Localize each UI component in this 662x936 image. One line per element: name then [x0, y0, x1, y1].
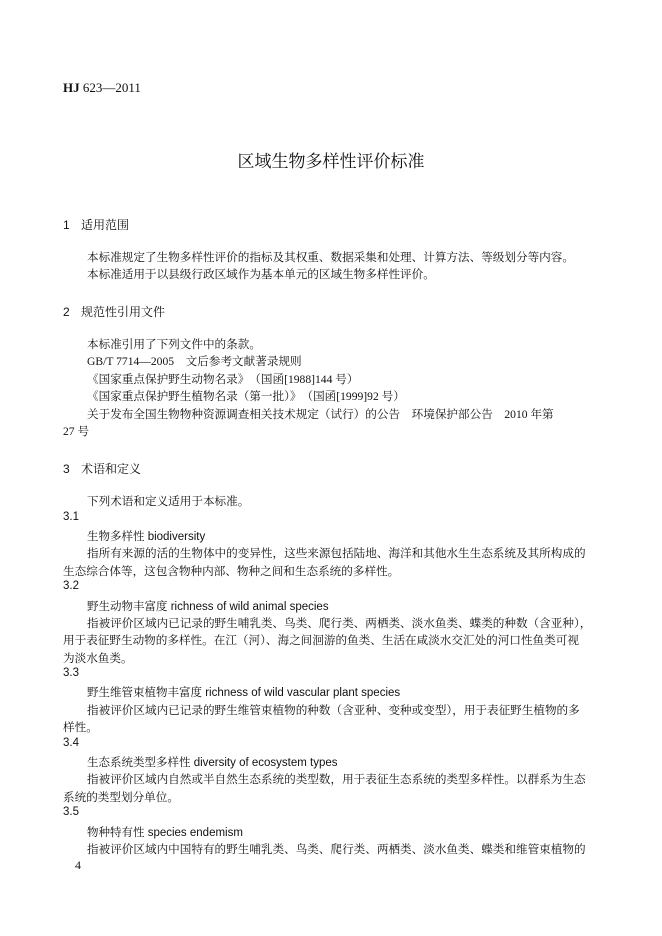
reference-item: 《国家重点保护野生动物名录》 （国函[1988]144 号）	[87, 373, 359, 386]
term-definition-line: 指被评价区域内自然或半自然生态系统的类型数，用于表征生态系统的类型多样性。以群系为生态	[87, 773, 586, 786]
term-definition-line: 样性。	[63, 721, 98, 734]
term-definition-line: 指被评价区域内中国特有的野生哺乳类、鸟类、爬行类、两栖类、淡水鱼类、蝶类和维管束植物的	[87, 843, 586, 856]
page-number: 4	[75, 858, 81, 872]
term-name: 野生动物丰富度 richness of wild animal species	[87, 601, 329, 613]
section-1-heading	[63, 216, 129, 233]
standard-number: 623—2011	[79, 80, 141, 95]
term-definition-line: 为淡水鱼类。	[63, 652, 133, 665]
term-name: 生物多样性 biodiversity	[87, 531, 206, 543]
term-definition-line: 用于表征野生动物的多样性。在江（河）、海之间洄游的鱼类、生活在咸淡水交汇处的河口性鱼类可视	[63, 634, 579, 647]
term-number: 3.4	[63, 737, 79, 749]
page-title: 区域生物多样性评价标准	[237, 152, 425, 171]
reference-item: GB/T 7714—2005 文后参考文献著录规则	[87, 355, 302, 368]
section-1-para-2: 本标准适用于以县级行政区域作为基本单元的区域生物多样性评价。	[87, 268, 435, 281]
term-definition-line: 指所有来源的活的生物体中的变异性，这些来源包括陆地、海洋和其他水生生态系统及其所构成的	[87, 547, 586, 560]
term-definition-line: 生态综合体等，这包含物种内部、物种之间和生态系统的多样性。	[63, 565, 400, 578]
term-name: 野生维管束植物丰富度 richness of wild vascular plant species	[87, 687, 401, 699]
section-1-title: 适用范围	[81, 218, 130, 232]
term-name: 生态系统类型多样性 diversity of ecosystem types	[87, 757, 338, 769]
term-number: 3.1	[63, 511, 79, 523]
term-number: 3.2	[63, 580, 79, 592]
term-number: 3.5	[63, 806, 79, 818]
section-3-intro: 下列术语和定义适用于本标准。	[87, 495, 250, 508]
reference-item-last-line-2: 27 号	[63, 425, 90, 438]
section-1-number: 1	[63, 218, 70, 232]
section-2-intro: 本标准引用了下列文件中的条款。	[87, 338, 261, 351]
section-1-para-1: 本标准规定了生物多样性评价的指标及其权重、数据采集和处理、计算方法、等级划分等内容。	[87, 251, 574, 264]
section-3-number: 3	[63, 462, 70, 476]
standard-code	[63, 80, 141, 96]
reference-item: 《国家重点保护野生植物名录（第一批）》 （国函[1999]92 号）	[87, 390, 405, 403]
reference-item-last-line-1: 关于发布全国生物物种资源调查相关技术规定（试行）的公告 环境保护部公告 2010 年第	[87, 408, 554, 421]
term-definition-line: 指被评价区域内已记录的野生维管束植物的种数（含亚种、变种或变型），用于表征野生植物的多	[87, 704, 580, 717]
standard-prefix: HJ	[63, 80, 80, 95]
section-2-title: 规范性引用文件	[81, 305, 166, 319]
section-3-title: 术语和定义	[81, 462, 142, 476]
term-definition-line: 指被评价区域内已记录的野生哺乳类、鸟类、爬行类、两栖类、淡水鱼类、蝶类的种数（含亚种），	[87, 617, 592, 630]
term-number: 3.3	[63, 667, 79, 679]
section-2-heading	[63, 303, 165, 320]
section-3-heading	[63, 460, 141, 477]
term-name: 物种特有性 species endemism	[87, 827, 243, 839]
section-2-number: 2	[63, 305, 70, 319]
term-definition-line: 系统的类型划分单位。	[63, 791, 179, 804]
